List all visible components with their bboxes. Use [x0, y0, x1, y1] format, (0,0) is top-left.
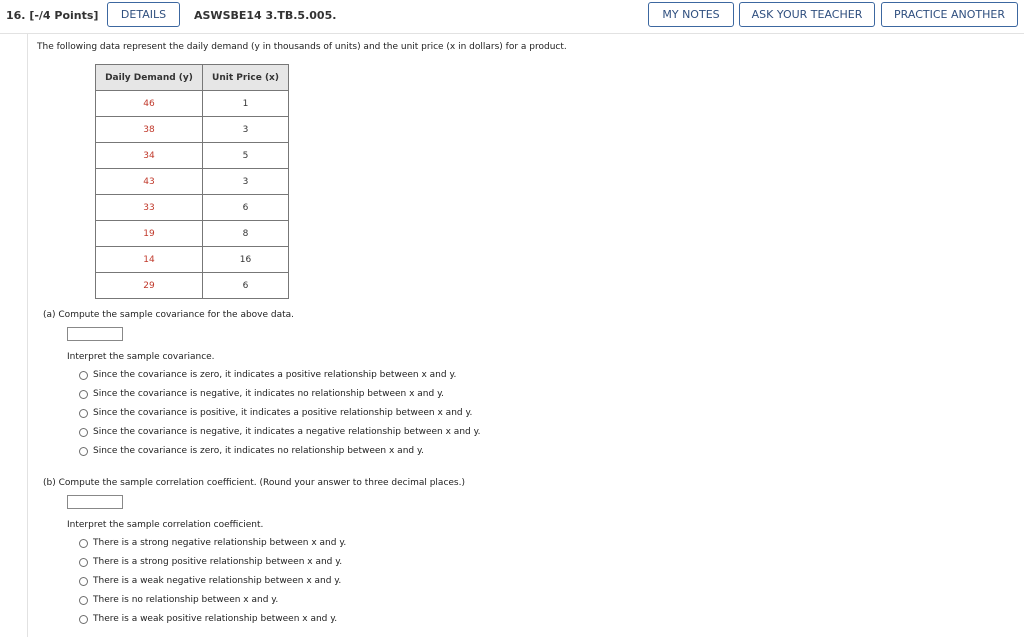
- table-row: [96, 143, 289, 169]
- covariance-answer-input[interactable]: [67, 327, 123, 341]
- intro-text: The following data represent the daily demand (y in thousands of units) and the unit price (x in dollars) for a product.: [37, 42, 567, 52]
- price-cell: 16: [203, 247, 289, 273]
- option-label: There is a strong positive relationship between x and y.: [93, 557, 343, 567]
- demand-cell: 34: [96, 143, 203, 169]
- table-row: [96, 247, 289, 273]
- correlation-option[interactable]: [79, 576, 341, 586]
- my-notes-button[interactable]: MY NOTES: [648, 2, 734, 27]
- column-header-demand: Daily Demand (y): [96, 65, 203, 91]
- radio-icon[interactable]: [79, 428, 88, 437]
- question-header: [0, 0, 1024, 34]
- table-row: [96, 195, 289, 221]
- radio-icon[interactable]: [79, 596, 88, 605]
- table-row: [96, 91, 289, 117]
- practice-another-button[interactable]: PRACTICE ANOTHER: [881, 2, 1018, 27]
- covariance-option[interactable]: [79, 370, 456, 380]
- covariance-option[interactable]: [79, 389, 444, 399]
- covariance-option[interactable]: [79, 408, 472, 418]
- radio-icon[interactable]: [79, 409, 88, 418]
- demand-cell: 14: [96, 247, 203, 273]
- option-label: There is a weak positive relationship between x and y.: [93, 614, 338, 624]
- question-number: 16. [-/4 Points]: [6, 9, 99, 22]
- demand-cell: 29: [96, 273, 203, 299]
- demand-cell: 38: [96, 117, 203, 143]
- price-cell: 5: [203, 143, 289, 169]
- demand-cell: 43: [96, 169, 203, 195]
- option-label: Since the covariance is negative, it indicates a negative relationship between x and y.: [93, 427, 481, 437]
- option-label: There is a strong negative relationship between x and y.: [93, 538, 347, 548]
- part-a-interpret-label: Interpret the sample covariance.: [67, 352, 215, 362]
- demand-cell: 33: [96, 195, 203, 221]
- radio-icon[interactable]: [79, 577, 88, 586]
- part-b-interpret-label: Interpret the sample correlation coefficient.: [67, 520, 264, 530]
- price-cell: 3: [203, 169, 289, 195]
- demand-cell: 19: [96, 221, 203, 247]
- table-header-row: [96, 65, 289, 91]
- price-cell: 6: [203, 273, 289, 299]
- correlation-option[interactable]: [79, 557, 342, 567]
- correlation-answer-input[interactable]: [67, 495, 123, 509]
- option-label: Since the covariance is zero, it indicates a positive relationship between x and y.: [93, 370, 457, 380]
- question-body: [27, 34, 1024, 637]
- radio-icon[interactable]: [79, 558, 88, 567]
- radio-icon[interactable]: [79, 447, 88, 456]
- radio-icon[interactable]: [79, 390, 88, 399]
- problem-code: ASWSBE14 3.TB.5.005.: [194, 9, 337, 22]
- option-label: Since the covariance is zero, it indicates no relationship between x and y.: [93, 446, 424, 456]
- option-label: There is a weak negative relationship between x and y.: [93, 576, 342, 586]
- radio-icon[interactable]: [79, 371, 88, 380]
- option-label: Since the covariance is positive, it indicates a positive relationship between x and y.: [93, 408, 473, 418]
- price-cell: 1: [203, 91, 289, 117]
- details-button[interactable]: DETAILS: [107, 2, 180, 27]
- table-row: [96, 273, 289, 299]
- option-label: Since the covariance is negative, it indicates no relationship between x and y.: [93, 389, 444, 399]
- part-a-prompt: (a) Compute the sample covariance for the above data.: [43, 310, 295, 320]
- data-table: [95, 64, 289, 299]
- table-row: [96, 169, 289, 195]
- covariance-option[interactable]: [79, 446, 424, 456]
- table-row: [96, 117, 289, 143]
- price-cell: 6: [203, 195, 289, 221]
- correlation-option[interactable]: [79, 538, 346, 548]
- column-header-price: Unit Price (x): [203, 65, 289, 91]
- part-b-prompt: (b) Compute the sample correlation coefficient. (Round your answer to three decimal places.): [43, 478, 465, 488]
- demand-cell: 46: [96, 91, 203, 117]
- covariance-option[interactable]: [79, 427, 481, 437]
- price-cell: 8: [203, 221, 289, 247]
- option-label: There is no relationship between x and y.: [93, 595, 279, 605]
- radio-icon[interactable]: [79, 615, 88, 624]
- correlation-option[interactable]: [79, 614, 337, 624]
- correlation-option[interactable]: [79, 595, 278, 605]
- radio-icon[interactable]: [79, 539, 88, 548]
- ask-your-teacher-button[interactable]: ASK YOUR TEACHER: [739, 2, 875, 27]
- table-row: [96, 221, 289, 247]
- price-cell: 3: [203, 117, 289, 143]
